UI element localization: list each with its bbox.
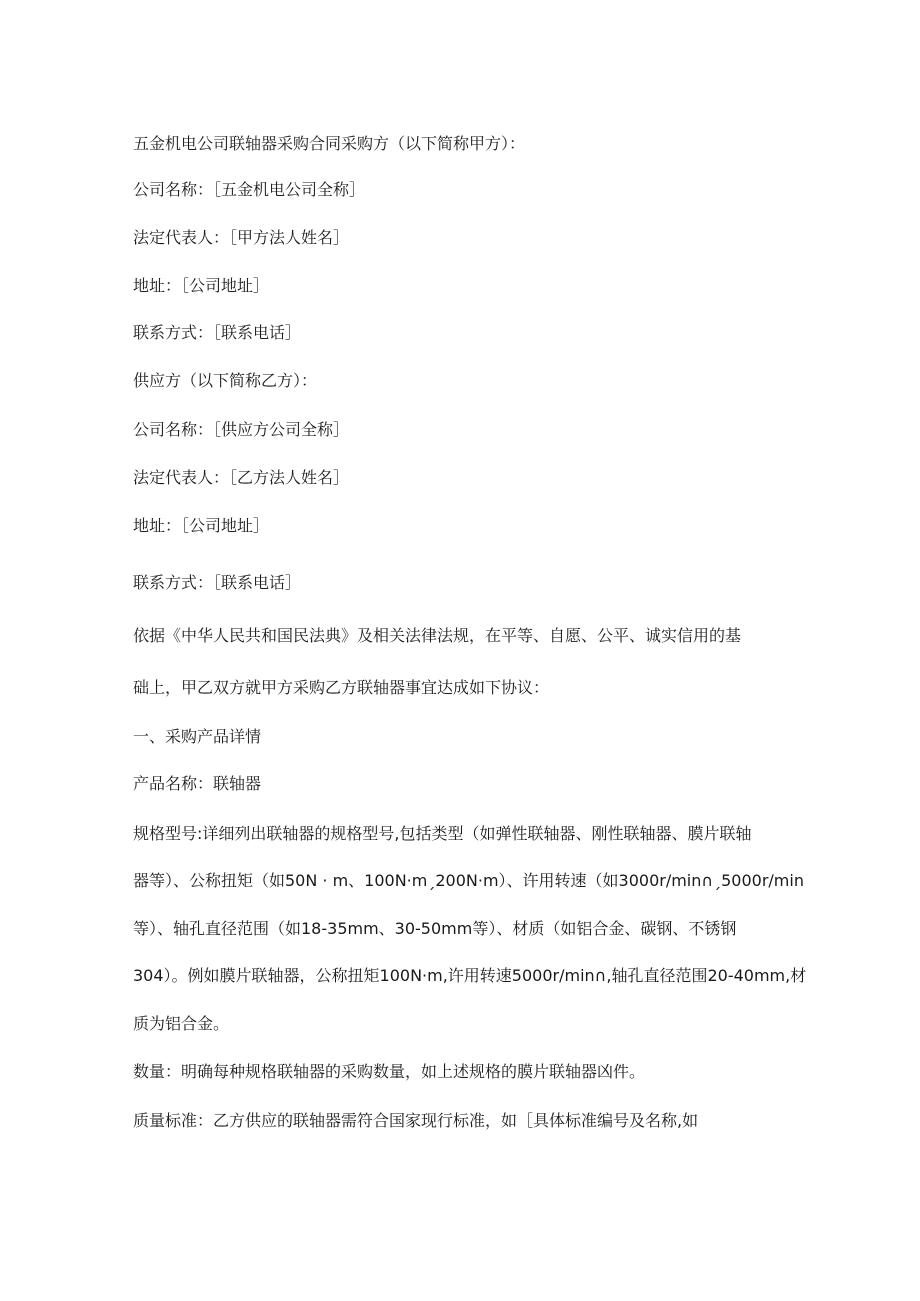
spec-line-4: 304）。例如膜片联轴器，公称扭矩100N·m,许用转速5000r∕min∩,轴孔直径范围20-40mm,材 bbox=[133, 966, 807, 985]
party-b-company-name: 公司名称：［供应方公司全称］ bbox=[133, 420, 350, 439]
spec-line-3: 等）、轴孔直径范围（如18-35mm、30-50mm等）、材质（如铝合金、碳钢、不锈钢 bbox=[133, 919, 737, 938]
party-b-address: 地址：［公司地址］ bbox=[133, 516, 270, 535]
spec-line-5: 质为铝合金。 bbox=[133, 1014, 230, 1033]
contract-title-line: 五金机电公司联轴器采购合同采购方（以下简称甲方）： bbox=[133, 134, 526, 153]
preamble-line-2: 础上，甲乙双方就甲方采购乙方联轴器事宜达成如下协议： bbox=[133, 678, 550, 697]
preamble-line-1: 依据《中华人民共和国民法典》及相关法律法规，在平等、自愿、公平、诚实信用的基 bbox=[133, 626, 742, 645]
spec-line-2: 器等）、公称扭矩（如50N · m、100N·mˏ200N·m）、许用转速（如3000r∕min∩ˏ5000r∕min bbox=[133, 871, 804, 890]
product-name-line: 产品名称：联轴器 bbox=[133, 774, 262, 793]
quality-line: 质量标准：乙方供应的联轴器需符合国家现行标准，如［具体标准编号及名称,如 bbox=[133, 1111, 699, 1130]
party-a-legal-rep: 法定代表人：［甲方法人姓名］ bbox=[133, 228, 350, 247]
party-b-legal-rep: 法定代表人：［乙方法人姓名］ bbox=[133, 468, 350, 487]
quantity-line: 数量：明确每种规格联轴器的采购数量，如上述规格的膜片联轴器凶件。 bbox=[133, 1062, 646, 1081]
party-b-heading: 供应方（以下简称乙方）： bbox=[133, 371, 318, 390]
section-1-heading: 一、采购产品详情 bbox=[133, 727, 262, 746]
party-a-contact: 联系方式：［联系电话］ bbox=[133, 323, 302, 342]
party-b-contact: 联系方式：［联系电话］ bbox=[133, 573, 302, 592]
party-a-company-name: 公司名称：［五金机电公司全称］ bbox=[133, 180, 366, 199]
party-a-address: 地址：［公司地址］ bbox=[133, 276, 270, 295]
spec-line-1: 规格型号:详细列出联轴器的规格型号,包括类型（如弹性联轴器、刚性联轴器、膜片联轴 bbox=[133, 824, 752, 843]
